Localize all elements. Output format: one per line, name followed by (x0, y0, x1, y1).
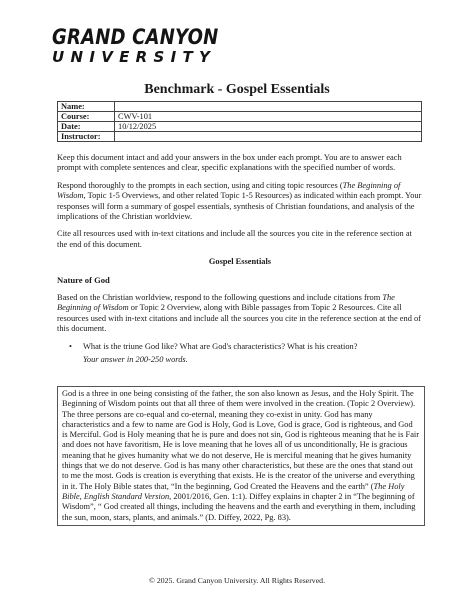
prompt-text-a: Based on the Christian worldview, respond to the following questions and include citations from (57, 293, 383, 303)
answer-text-b: 2001/2016, Gen. 1:1). Diffey explains in chapter 2 in “The beginning of Wisdom”, “ God created all things, including the heavens and the earth and everything in them, including the sun, moon, stars, plants, and animals.” (D. Diffey, 2022, Pg. 83). (62, 491, 416, 522)
answer-hint: Your answer in 200-250 words. (83, 355, 188, 365)
footer-copyright: © 2025. Grand Canyon University. All Rights Reserved. (148, 576, 326, 585)
bullet-question: What is the triune God like? What are God's characteristics? What is his creation? (83, 341, 358, 351)
table-row (58, 112, 422, 122)
intro-paragraph-1: Keep this document intact and add your answers in the box under each prompt. You are to answer each prompt with complete sentences and clear, specific explanations with the specified number of words. (57, 153, 402, 173)
document-body (57, 153, 423, 371)
intro-p2-book-title: The Beginning of Wisdom (57, 180, 401, 201)
info-table (57, 101, 422, 142)
intro-p2-text-b: , Topic 1-5 Overviews, and other related Topic 1-5 Resources) as indicated within each prompt. Your responses will form a summary of gospel essentials, synthesis of Christian foundations, and analysis of the implications of the Christian worldview. (57, 191, 422, 222)
answer-text-a: God is a three in one being consisting of the father, the son also known as Jesus, and the Holy Spirit. The Beginning of Wisdom points out that all three of them were involved in the creation. (Topic 2 Overview). The three persons are co-equal and co-eternal, meaning they co-exist in unity. God has many characteristics and a few to name are God is Holy, God is Love, God is grace, God is righteous, and God is Merciful. God is Holy meaning that he is pure and does not sin, God is righteous meaning that he is Fair and does not have favoritism, He is love meaning that he loves all of us unconditionally, He is gracious meaning that he gives humanity what we do not deserve, He is merciful meaning that he gives humanity things that we do not deserve. God is has many other characteristics, but these are the ones that stand out to me the most. Gods is creation is everything that exists. He is the creator of the universe and everything in it. The Holy Bible states that, “In the beginning, God Created the Heavens and the earth” ( (62, 389, 420, 491)
name-value[interactable] (115, 102, 422, 112)
answer-citation-title: The Holy Bible, English Standard Version, (62, 481, 405, 501)
course-label: Course: (58, 112, 115, 122)
prompt-bullet (57, 342, 423, 352)
date-label: Date: (58, 122, 115, 132)
instructor-value[interactable] (115, 132, 422, 142)
table-row (58, 122, 422, 132)
prompt-paragraph (57, 293, 423, 335)
table-row (58, 132, 422, 142)
intro-p2-text-a: Respond thoroughly to the prompts in each section, using and citing topic resources ( (57, 180, 343, 190)
course-value[interactable]: CWV-101 (115, 112, 422, 122)
bullet-icon: • (69, 341, 72, 351)
logo-line-2: UNIVERSITY (52, 48, 217, 66)
intro-paragraph-2 (57, 181, 423, 223)
prompt-text-b: or Topic 2 Overview, along with Bible passages from Topic 2 Resources. Cite all resources used with in-text citations and include all the sources you cite in the reference section at the end of this document. (57, 303, 421, 334)
table-row (58, 102, 422, 112)
subsection-title: Nature of God (57, 274, 110, 285)
document-title: Benchmark - Gospel Essentials (144, 82, 330, 97)
date-value[interactable]: 10/12/2025 (115, 122, 422, 132)
university-logo (52, 26, 252, 65)
logo-line-1: GRAND CANYON (52, 25, 219, 49)
instructor-label: Instructor: (58, 132, 115, 142)
answer-box[interactable] (57, 386, 425, 526)
name-label: Name: (58, 102, 115, 112)
prompt-book-title: The Beginning of Wisdom (57, 293, 395, 313)
intro-paragraph-3: Cite all resources used with in-text citations and include all the sources you cite in the reference section at the end of this document. (57, 229, 412, 249)
section-title: Gospel Essentials (208, 257, 272, 267)
